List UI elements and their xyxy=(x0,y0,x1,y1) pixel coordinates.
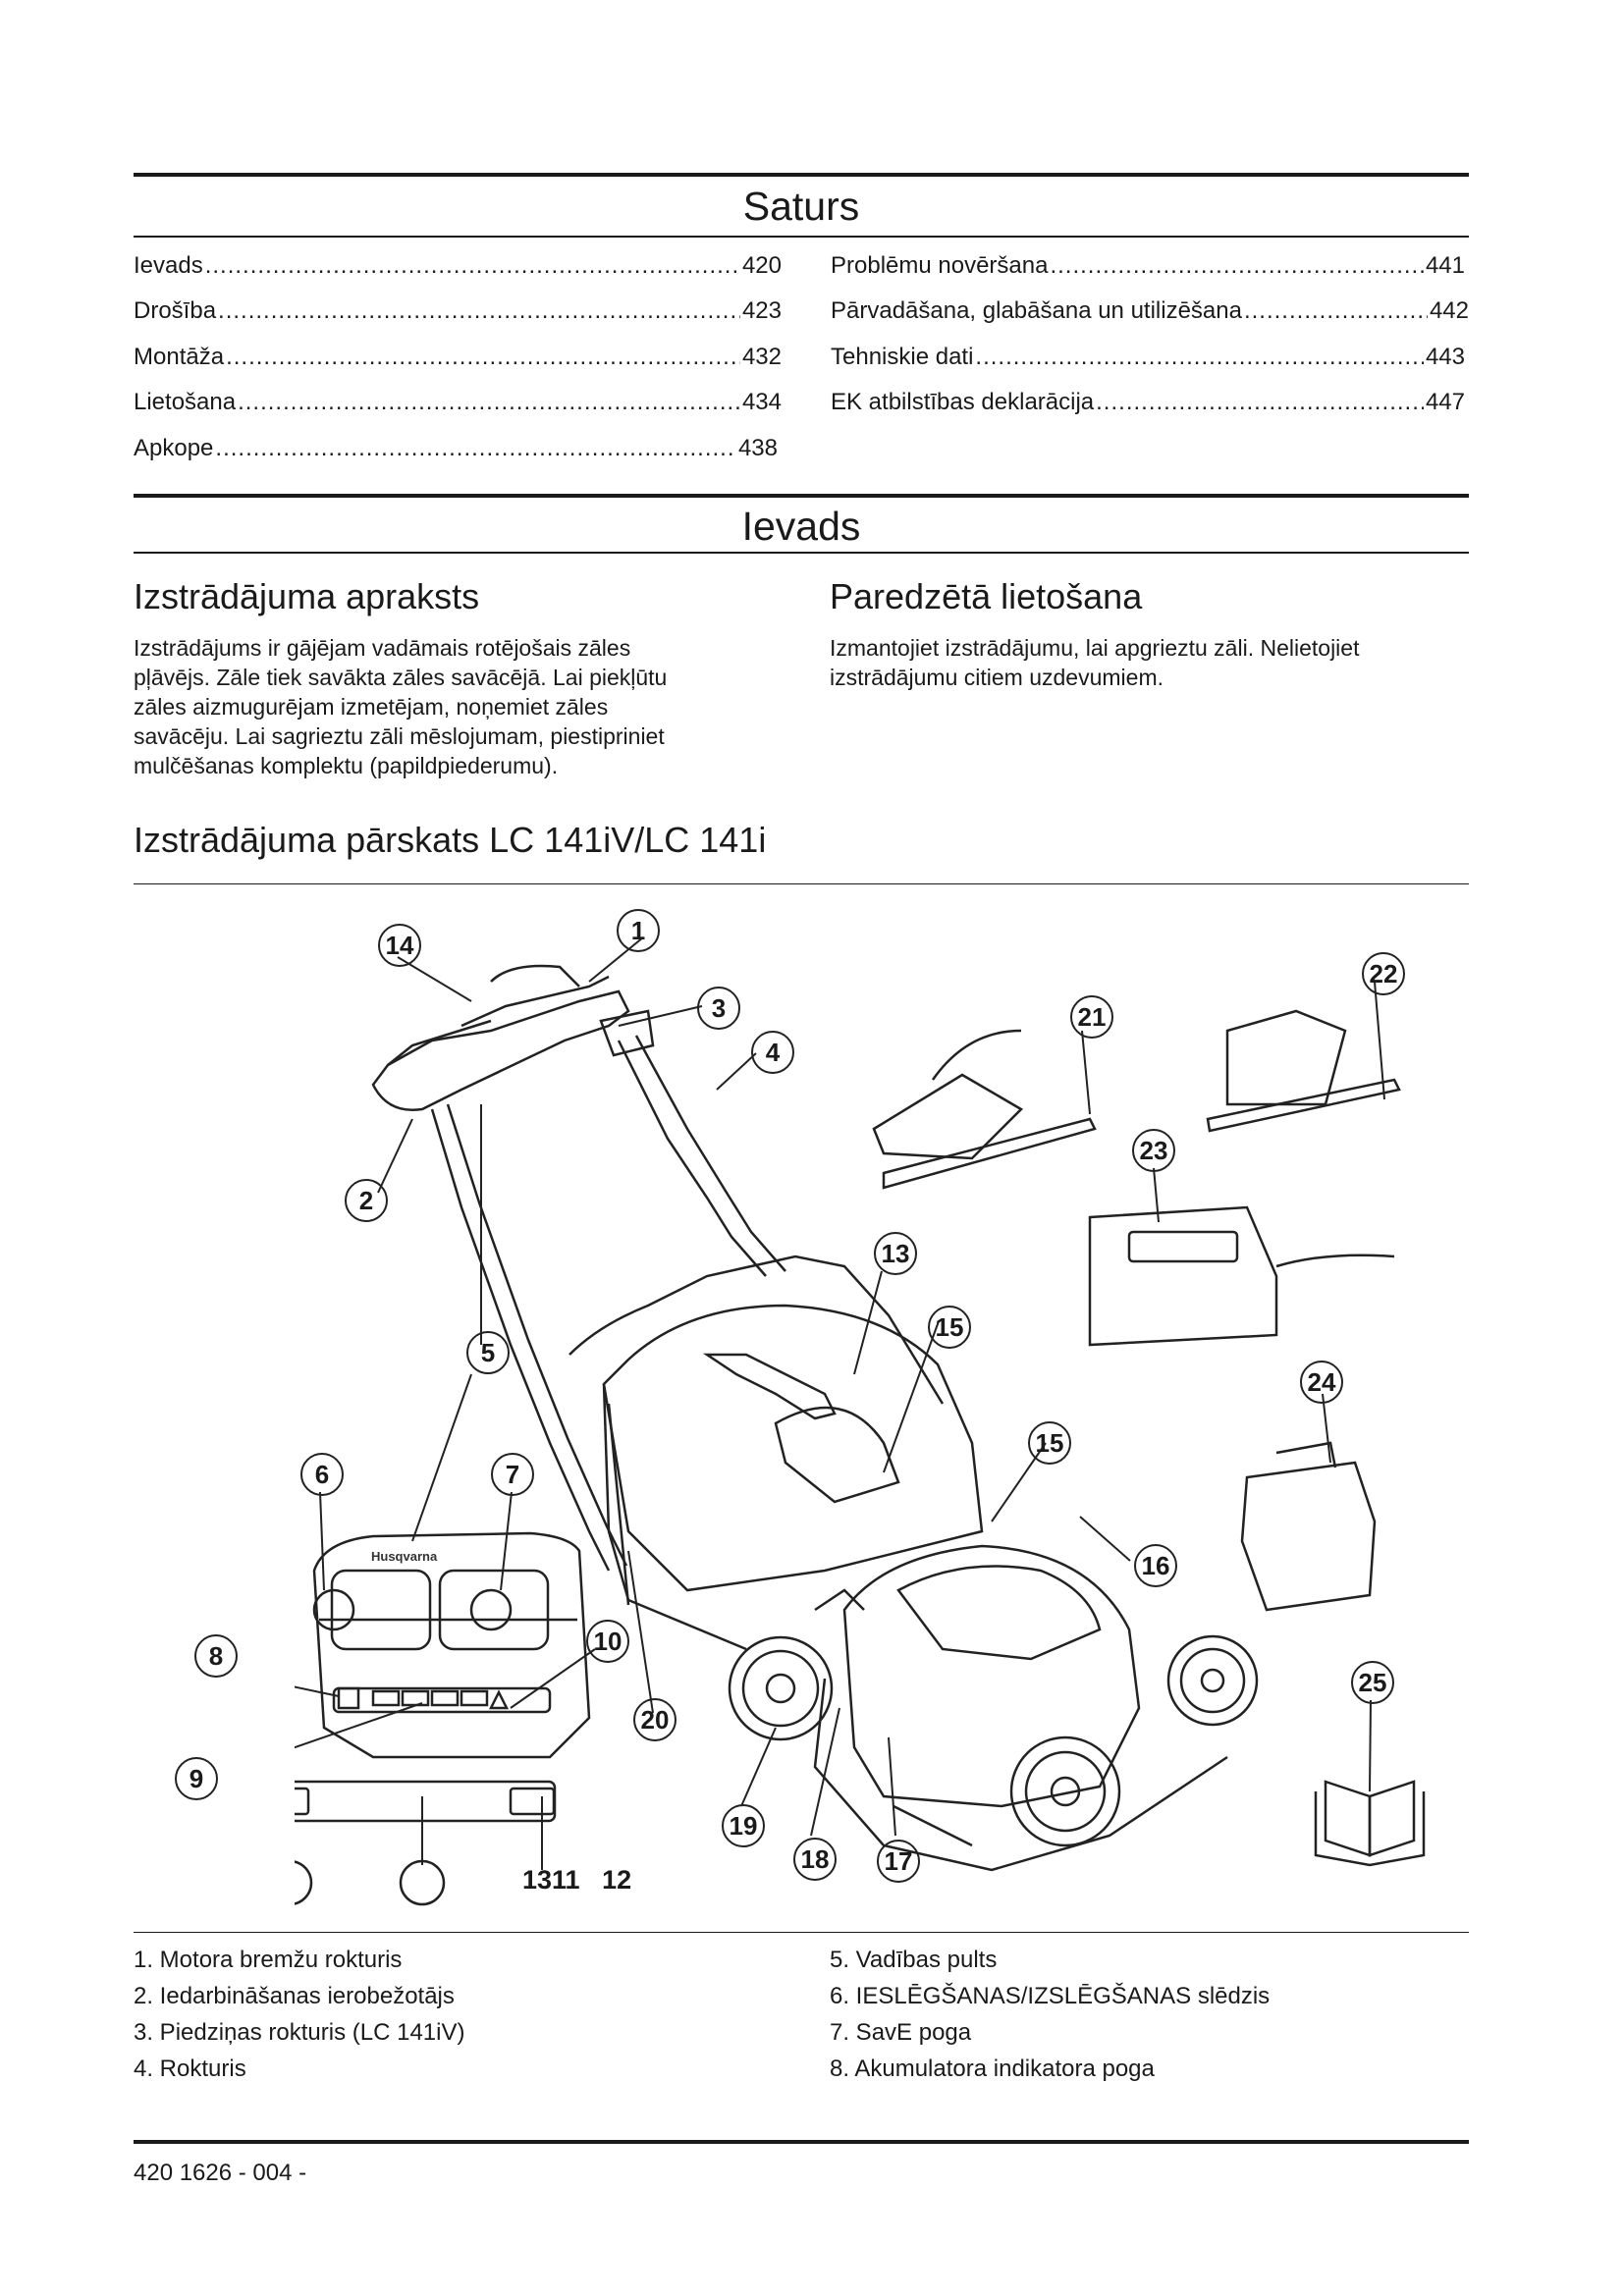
legend-item: 7. SavE poga xyxy=(830,2019,972,2046)
husqvarna-logo: Husqvarna xyxy=(371,1549,438,1564)
toc-entry[interactable]: Ievads ..... 420 xyxy=(134,252,782,282)
overview-rule xyxy=(134,883,1469,884)
legend-item: 4. Rokturis xyxy=(134,2056,246,2082)
legend-item: 2. Iedarbināšanas ierobežotājs xyxy=(134,1983,455,2009)
toc-top-rule xyxy=(134,173,1469,177)
legend-rule xyxy=(134,1932,1469,1933)
callout-17: 16 xyxy=(1134,1544,1177,1587)
intended-use-text: Izmantojiet izstrādājumu, lai apgrieztu zāli. Nelietojiet izstrādājumu citiem uzdevumiem. xyxy=(830,635,1360,690)
callout-7: 7 xyxy=(491,1453,534,1496)
toc-title: Saturs xyxy=(742,184,860,229)
callout-9: 9 xyxy=(175,1757,218,1800)
callout-14: 13 xyxy=(874,1232,917,1275)
callout-8: 8 xyxy=(194,1634,238,1678)
callout-24: 23 xyxy=(1132,1129,1175,1172)
toc-entry[interactable]: Problēmu novēršana ..... 441 xyxy=(831,252,1465,282)
product-overview-heading: Izstrādājuma pārskats LC 141iV/LC 141i xyxy=(134,820,767,860)
toc-entry[interactable]: Lietošana ..... 434 xyxy=(134,389,782,418)
toc-bottom-rule xyxy=(134,236,1469,238)
callout-1: 1 xyxy=(617,909,660,952)
accessory-battery xyxy=(1242,1443,1375,1610)
callout-16: 15 xyxy=(1028,1421,1071,1465)
callout-18: 17 xyxy=(877,1840,920,1883)
legend-item: 1. Motora bremžu rokturis xyxy=(134,1947,403,1973)
toc-entry[interactable]: Tehniskie dati ..... 443 xyxy=(831,344,1465,373)
callout-23: 22 xyxy=(1362,952,1405,995)
legend-item: 5. Vadības pults xyxy=(830,1947,998,1973)
control-panel-detail xyxy=(295,1533,589,1821)
callout-26: 25 xyxy=(1351,1661,1394,1704)
section-bottom-rule xyxy=(134,552,1469,554)
callout-6: 6 xyxy=(300,1453,344,1496)
accessory-blade-set xyxy=(1208,1011,1399,1131)
grass-catcher xyxy=(569,1256,982,1649)
toc-entry[interactable]: Drošība ..... 423 xyxy=(134,297,782,327)
callout-15-b: 15 xyxy=(928,1306,971,1349)
product-description-text: Izstrādājums ir gājējam vadāmais rotējošais zāles pļāvējs. Zāle tiek savākta zāles savācējā. Lai piekļūtu zāles aizmugurējam izmetējam, noņemiet zāles savācēju. Lai sagrieztu zāli mēslojumam, piestipriniet mulčēšanas komplektu (papildpiederumu). xyxy=(134,635,668,778)
page-footer: 420 1626 - 004 - xyxy=(134,2160,307,2186)
callout-4: 4 xyxy=(751,1031,794,1074)
accessory-mulching-plug xyxy=(874,1031,1095,1188)
toc-entry[interactable]: EK atbilstības deklarācija ..... 447 xyxy=(831,389,1465,418)
callout-3: 3 xyxy=(697,987,740,1030)
toc-entry[interactable]: Pārvadāšana, glabāšana un utilizēšana ..... 442 xyxy=(831,297,1469,327)
legend-item: 8. Akumulatora indikatora poga xyxy=(830,2056,1155,2082)
legend-right-column xyxy=(830,1942,1270,2087)
mower-wheel-front xyxy=(730,1636,1257,1845)
callout-5: 5 xyxy=(466,1331,510,1374)
accessory-charger xyxy=(1090,1207,1394,1345)
callout-10: 10 xyxy=(586,1620,629,1663)
callout-21: 20 xyxy=(633,1698,677,1741)
toc-entry[interactable]: Montāža ..... 432 xyxy=(134,344,782,373)
intended-use-heading: Paredzētā lietošana xyxy=(830,576,1143,616)
legend-left-column xyxy=(134,1942,464,2087)
callout-2: 2 xyxy=(345,1179,388,1222)
legend-item: 6. IESLĒGŠANAS/IZSLĒGŠANAS slēdzis xyxy=(830,1983,1271,2009)
callout-15: 14 xyxy=(378,924,421,967)
product-overview-illustration xyxy=(295,898,1453,1919)
callout-11-12-13-label: 1311 12 xyxy=(522,1865,632,1895)
callout-22: 21 xyxy=(1070,995,1113,1039)
callout-19: 18 xyxy=(793,1838,837,1881)
section-title: Ievads xyxy=(741,504,861,549)
callout-25: 24 xyxy=(1300,1361,1343,1404)
manual-book-icon xyxy=(1316,1782,1424,1865)
callout-20: 19 xyxy=(722,1804,765,1847)
section-top-rule xyxy=(134,494,1469,498)
footer-rule xyxy=(134,2140,1469,2144)
toc-entry[interactable]: Apkope ..... 438 xyxy=(134,435,778,464)
legend-item: 3. Piedziņas rokturis (LC 141iV) xyxy=(134,2019,465,2046)
product-description-heading: Izstrādājuma apraksts xyxy=(134,576,480,616)
